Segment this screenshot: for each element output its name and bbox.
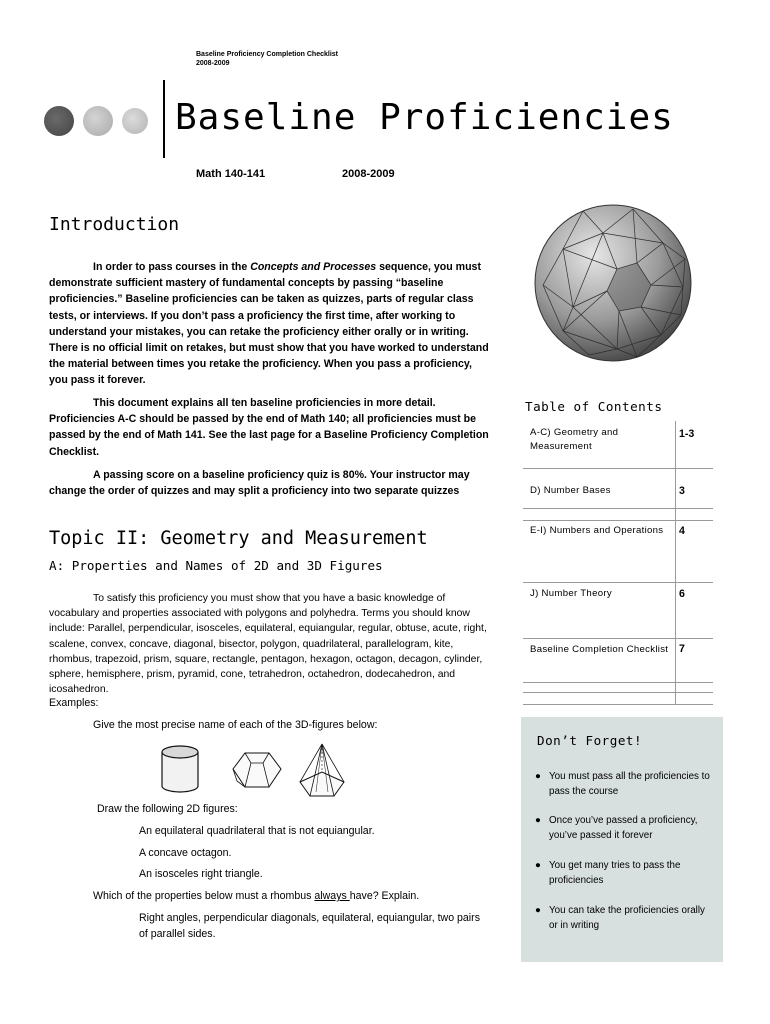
dark-dot-icon: [44, 106, 74, 136]
intro-p1-start: In order to pass courses in the: [93, 261, 251, 273]
toc-row[interactable]: [523, 468, 713, 509]
topic-subheading: A: Properties and Names of 2D and 3D Figures: [49, 558, 383, 573]
question-rhombus: [93, 890, 419, 902]
toc-row-page: 4: [679, 525, 685, 537]
dont-forget-text: You must pass all the proficiencies to pass the course: [549, 771, 710, 797]
bullet-icon: ●: [535, 860, 541, 871]
toc-row-label: Baseline Completion Checklist: [530, 644, 669, 655]
bullet-icon: ●: [535, 905, 541, 916]
toc-row[interactable]: [523, 582, 713, 639]
hexagonal-prism-figure: [229, 747, 285, 795]
question-3d-figures: Give the most precise name of each of the 3D-figures below:: [93, 719, 378, 731]
toc-row-label: D) Number Bases: [530, 485, 611, 496]
examples-label: Examples:: [49, 697, 99, 709]
figure-item-octagon: A concave octagon.: [139, 847, 232, 859]
title-divider: [163, 80, 165, 158]
gray-dot-icon: [83, 106, 113, 136]
dont-forget-box: [521, 717, 723, 962]
toc-row-page: 6: [679, 588, 685, 600]
q3-end: have? Explain.: [349, 890, 420, 902]
introduction-heading: Introduction: [49, 214, 180, 235]
page-title: Baseline Proficiencies: [175, 97, 674, 138]
header-note-line1: Baseline Proficiency Completion Checklist: [196, 51, 338, 58]
topic-heading: Topic II: Geometry and Measurement: [49, 528, 428, 549]
intro-paragraph-3: A passing score on a baseline proficiency quiz is 80%. Your instructor may change the order of quizzes and may split a proficiency into two separate quizzes: [49, 469, 470, 498]
toc-row-page: 3: [679, 485, 685, 497]
q3-start: Which of the properties below must a rhombus: [93, 890, 315, 902]
cylinder-figure: [160, 744, 200, 794]
bullet-icon: ●: [535, 815, 541, 826]
toc-spacer-row: [523, 692, 713, 705]
bullet-icon: ●: [535, 771, 541, 782]
pyramid-figure: [296, 742, 348, 800]
topic-body: To satisfy this proficiency you must show that you have a basic knowledge of vocabulary and properties associated with polygons and polyhedra. Terms you should know include: Parallel, perpendicular, isosceles, equilateral, equiangular, regular, obtuse, acute, right, scalene, convex, concave, diagonal, bisector, polygon, quadrilateral, parallelogram, kite, rhombus, trapezoid, prism, square, rectangle, pentagon, hexagon, octagon, decagon, cylinder, sphere, hemisphere, prism, pyramid, cone, tetrahedron, octahedron, dodecahedron, and icosahedron.: [49, 593, 487, 696]
rhombus-options: Right angles, perpendicular diagonals, equilateral, equiangular, two pairs of parallel sides.: [139, 912, 480, 940]
intro-p1-emphasis: Concepts and Processes: [250, 261, 377, 273]
header-note: [196, 50, 338, 68]
dont-forget-text: Once you’ve passed a proficiency, you’ve passed it forever: [549, 815, 698, 841]
toc-row[interactable]: [523, 520, 713, 583]
figure-item-quadrilateral: An equilateral quadrilateral that is not equiangular.: [139, 825, 375, 837]
decorative-dots: [44, 106, 154, 136]
toc-row-label: E-I) Numbers and Operations: [530, 525, 664, 536]
toc-row-page: 7: [679, 643, 685, 655]
intro-p1-rest: sequence, you must demonstrate sufficient mastery of fundamental concepts by passing “baseline proficiencies.” Baseline proficiencies can be taken as quizzes, parts of regular class tests, or interviews. If you don’t pass a proficiency the first time, after working to understand your mistakes, you can retake the proficiency either orally or in writing. There is no official limit on retakes, but must show that you have worked to understand the material between times you retake the proficiency. When you pass a proficiency, you pass it forever.: [49, 261, 489, 387]
intro-paragraph-1: [49, 259, 489, 389]
faceted-sphere-image: [533, 203, 693, 363]
toc-row-page: 1-3: [679, 428, 695, 440]
header-note-line2: 2008-2009: [196, 60, 230, 67]
question-2d-figures: Draw the following 2D figures:: [97, 803, 238, 815]
dont-forget-title: Don’t Forget!: [537, 733, 643, 748]
q3-underlined: always: [314, 890, 350, 902]
figure-item-triangle: An isosceles right triangle.: [139, 868, 263, 880]
school-year: 2008-2009: [342, 168, 395, 180]
toc-title: Table of Contents: [525, 399, 663, 414]
toc-row[interactable]: [523, 638, 713, 683]
intro-paragraph-2: This document explains all ten baseline proficiencies in more detail. Proficiencies A-C should be passed by the end of Math 140; all proficiencies must be passed by the end of Math 141. See the last page for a Baseline Proficiency Completion Checklist.: [49, 397, 489, 458]
toc-row-label: A-C) Geometry and Measurement: [530, 427, 619, 452]
course-number: Math 140-141: [196, 168, 266, 180]
toc-row-label: J) Number Theory: [530, 588, 612, 599]
toc-row[interactable]: [523, 421, 713, 469]
light-dot-icon: [122, 108, 148, 134]
dont-forget-text: You can take the proficiencies orally or in writing: [549, 905, 705, 931]
dont-forget-text: You get many tries to pass the proficiencies: [549, 860, 681, 886]
